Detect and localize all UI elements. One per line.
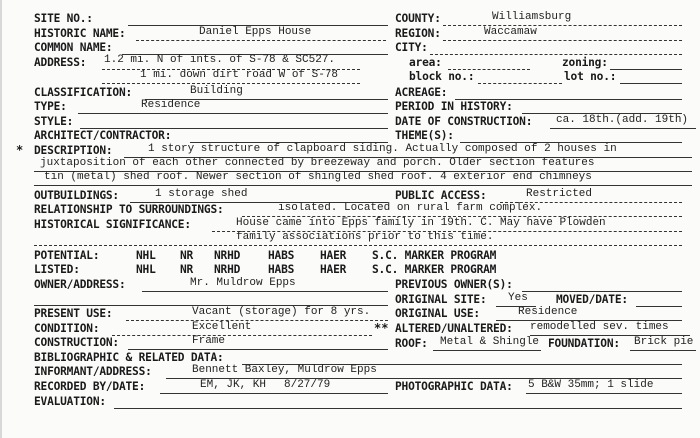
present-use-line	[126, 320, 388, 321]
construction-label: CONSTRUCTION:	[34, 336, 119, 349]
original-use-label: ORIGINAL USE:	[395, 307, 480, 320]
construction-line	[128, 349, 388, 350]
description-value-2: juxtaposition of each other connected by breezeway and porch. Older section features	[40, 157, 595, 169]
relationship-value: isolated. Located on rural farm complex.	[278, 202, 543, 214]
county-value: Williamsburg	[492, 11, 572, 23]
recorded-by-line	[160, 393, 388, 394]
relationship-label: RELATIONSHIP TO SURROUNDINGS:	[34, 203, 224, 216]
region-line	[443, 40, 682, 41]
listed-nrhd: NRHD	[214, 263, 241, 276]
classification-value: Building	[190, 85, 243, 97]
recorded-date-value: 8/27/79	[284, 379, 331, 391]
public-access-label: PUBLIC ACCESS:	[395, 189, 487, 202]
photographic-data-line	[526, 393, 682, 394]
condition-value: Excellent	[192, 321, 252, 333]
evaluation-line	[114, 408, 682, 409]
original-site-value: Yes	[508, 292, 528, 304]
present-use-value: Vacant (storage) for 8 yrs.	[192, 306, 371, 318]
altered-value: remodelled sev. times	[530, 321, 669, 333]
themes-label: THEME(S):	[395, 129, 454, 142]
area-label: area:	[409, 56, 442, 69]
county-label: COUNTY:	[395, 12, 441, 25]
period-in-history-label: PERIOD IN HISTORY:	[395, 100, 513, 113]
foundation-value: Brick pie	[634, 336, 694, 348]
potential-label: POTENTIAL:	[34, 249, 100, 262]
original-site-label: ORIGINAL SITE:	[395, 293, 487, 306]
city-label: CITY:	[395, 41, 428, 54]
zoning-label: zoning:	[562, 56, 608, 69]
block-no-label: block no.:	[409, 70, 475, 83]
listed-sc-marker: S.C. MARKER PROGRAM	[372, 263, 497, 276]
date-of-construction-label: DATE OF CONSTRUCTION:	[395, 115, 533, 128]
previous-owners-label: PREVIOUS OWNER(S):	[395, 278, 513, 291]
condition-star-mark: **	[374, 321, 389, 335]
condition-label: CONDITION:	[34, 322, 100, 335]
listed-nhl: NHL	[136, 263, 156, 276]
informant-value: Bennett Baxley, Muldrow Epps	[192, 364, 377, 376]
owner-address-line	[142, 291, 388, 292]
listed-haer: HAER	[320, 263, 347, 276]
address-label: ADDRESS:	[34, 56, 87, 69]
photographic-data-label: PHOTOGRAPHIC DATA:	[395, 380, 513, 393]
historical-significance-value-1: House came into Epps family in 19th. C. May have Plowden	[236, 217, 606, 229]
informant-label: INFORMANT/ADDRESS:	[34, 365, 152, 378]
scan-edge	[0, 0, 2, 438]
description-label: DESCRIPTION:	[34, 144, 113, 157]
historical-significance-value-2: family associations prior to this time.	[236, 231, 494, 243]
historic-name-value: Daniel Epps House	[199, 26, 312, 38]
description-star-mark: *	[16, 143, 24, 157]
original-use-value: Residence	[518, 306, 578, 318]
acreage-label: ACREAGE:	[395, 86, 448, 99]
historic-name-label: HISTORIC NAME:	[34, 27, 126, 40]
listed-label: LISTED:	[34, 263, 80, 276]
historic-name-line	[136, 40, 386, 41]
bibliographic-label: BIBLIOGRAPHIC & RELATED DATA:	[34, 351, 224, 364]
date-of-construction-value: ca. 18th.(add. 19th)	[556, 114, 689, 126]
region-value: Waccamaw	[484, 26, 537, 38]
potential-haer: HAER	[320, 249, 347, 262]
listed-habs: HABS	[268, 263, 295, 276]
classification-label: CLASSIFICATION:	[34, 86, 133, 99]
potential-nr: NR	[180, 249, 194, 262]
owner-address-label: OWNER/ADDRESS:	[34, 278, 126, 291]
public-access-value: Restricted	[526, 188, 593, 200]
city-line	[430, 54, 682, 55]
site-no-label: SITE NO.:	[34, 12, 93, 25]
foundation-label: FOUNDATION:	[548, 337, 620, 350]
zoning-line	[610, 69, 682, 70]
recorded-by-label: RECORDED BY/DATE:	[34, 380, 146, 393]
lot-no-label: lot no.:	[564, 70, 617, 83]
outbuildings-value: 1 storage shed	[155, 188, 248, 200]
altered-label: ALTERED/UNALTERED:	[395, 322, 513, 335]
outbuildings-label: OUTBUILDINGS:	[34, 189, 119, 202]
moved-date-line	[636, 306, 682, 307]
historical-significance-label: HISTORICAL SIGNIFICANCE:	[34, 218, 191, 231]
present-use-label: PRESENT USE:	[34, 307, 113, 320]
roof-value: Metal & Shingle	[440, 336, 540, 348]
address-line-2	[102, 83, 360, 84]
architect-label: ARCHITECT/CONTRACTOR:	[34, 129, 172, 142]
description-value-1: 1 story structure of clapboard siding. Actually composed of 2 houses in	[148, 143, 617, 155]
owner-address-value: Mr. Muldrow Epps	[190, 277, 296, 289]
address-value-2: 1 mi. down dirt road W of S-78	[140, 69, 339, 81]
listed-nr: NR	[180, 263, 194, 276]
region-label: REGION:	[395, 27, 441, 40]
potential-habs: HABS	[268, 249, 295, 262]
previous-owners-line	[522, 291, 682, 292]
moved-date-label: MOVED/DATE:	[556, 293, 628, 306]
roof-line	[433, 350, 541, 351]
description-value-3: tin (metal) shed roof. Newer section of shingled shed roof. 4 exterior end chimneys	[44, 171, 592, 183]
evaluation-label: EVALUATION:	[34, 395, 106, 408]
type-label: TYPE:	[34, 100, 67, 113]
foundation-line	[630, 350, 696, 351]
potential-nhl: NHL	[136, 249, 156, 262]
style-label: STYLE:	[34, 115, 74, 128]
description-line-3	[34, 185, 692, 186]
address-value-1: 1.2 mi. N of ints. of S-78 & SC527.	[104, 54, 336, 66]
condition-line	[112, 335, 372, 336]
lot-no-line	[620, 83, 682, 84]
type-line	[78, 113, 388, 114]
photographic-data-value: 5 B&W 35mm; 1 slide	[528, 379, 654, 391]
roof-label: ROOF:	[395, 337, 428, 350]
potential-sc-marker: S.C. MARKER PROGRAM	[372, 249, 497, 262]
county-line	[443, 25, 682, 26]
date-of-construction-line	[550, 128, 696, 129]
potential-nrhd: NRHD	[214, 249, 241, 262]
historical-significance-line-2	[34, 245, 682, 246]
common-name-label: COMMON NAME:	[34, 41, 113, 54]
type-value: Residence	[141, 99, 201, 111]
construction-value: Frame	[192, 335, 226, 347]
block-no-line	[478, 83, 562, 84]
recorded-by-value: EM, JK, KH	[200, 379, 267, 391]
